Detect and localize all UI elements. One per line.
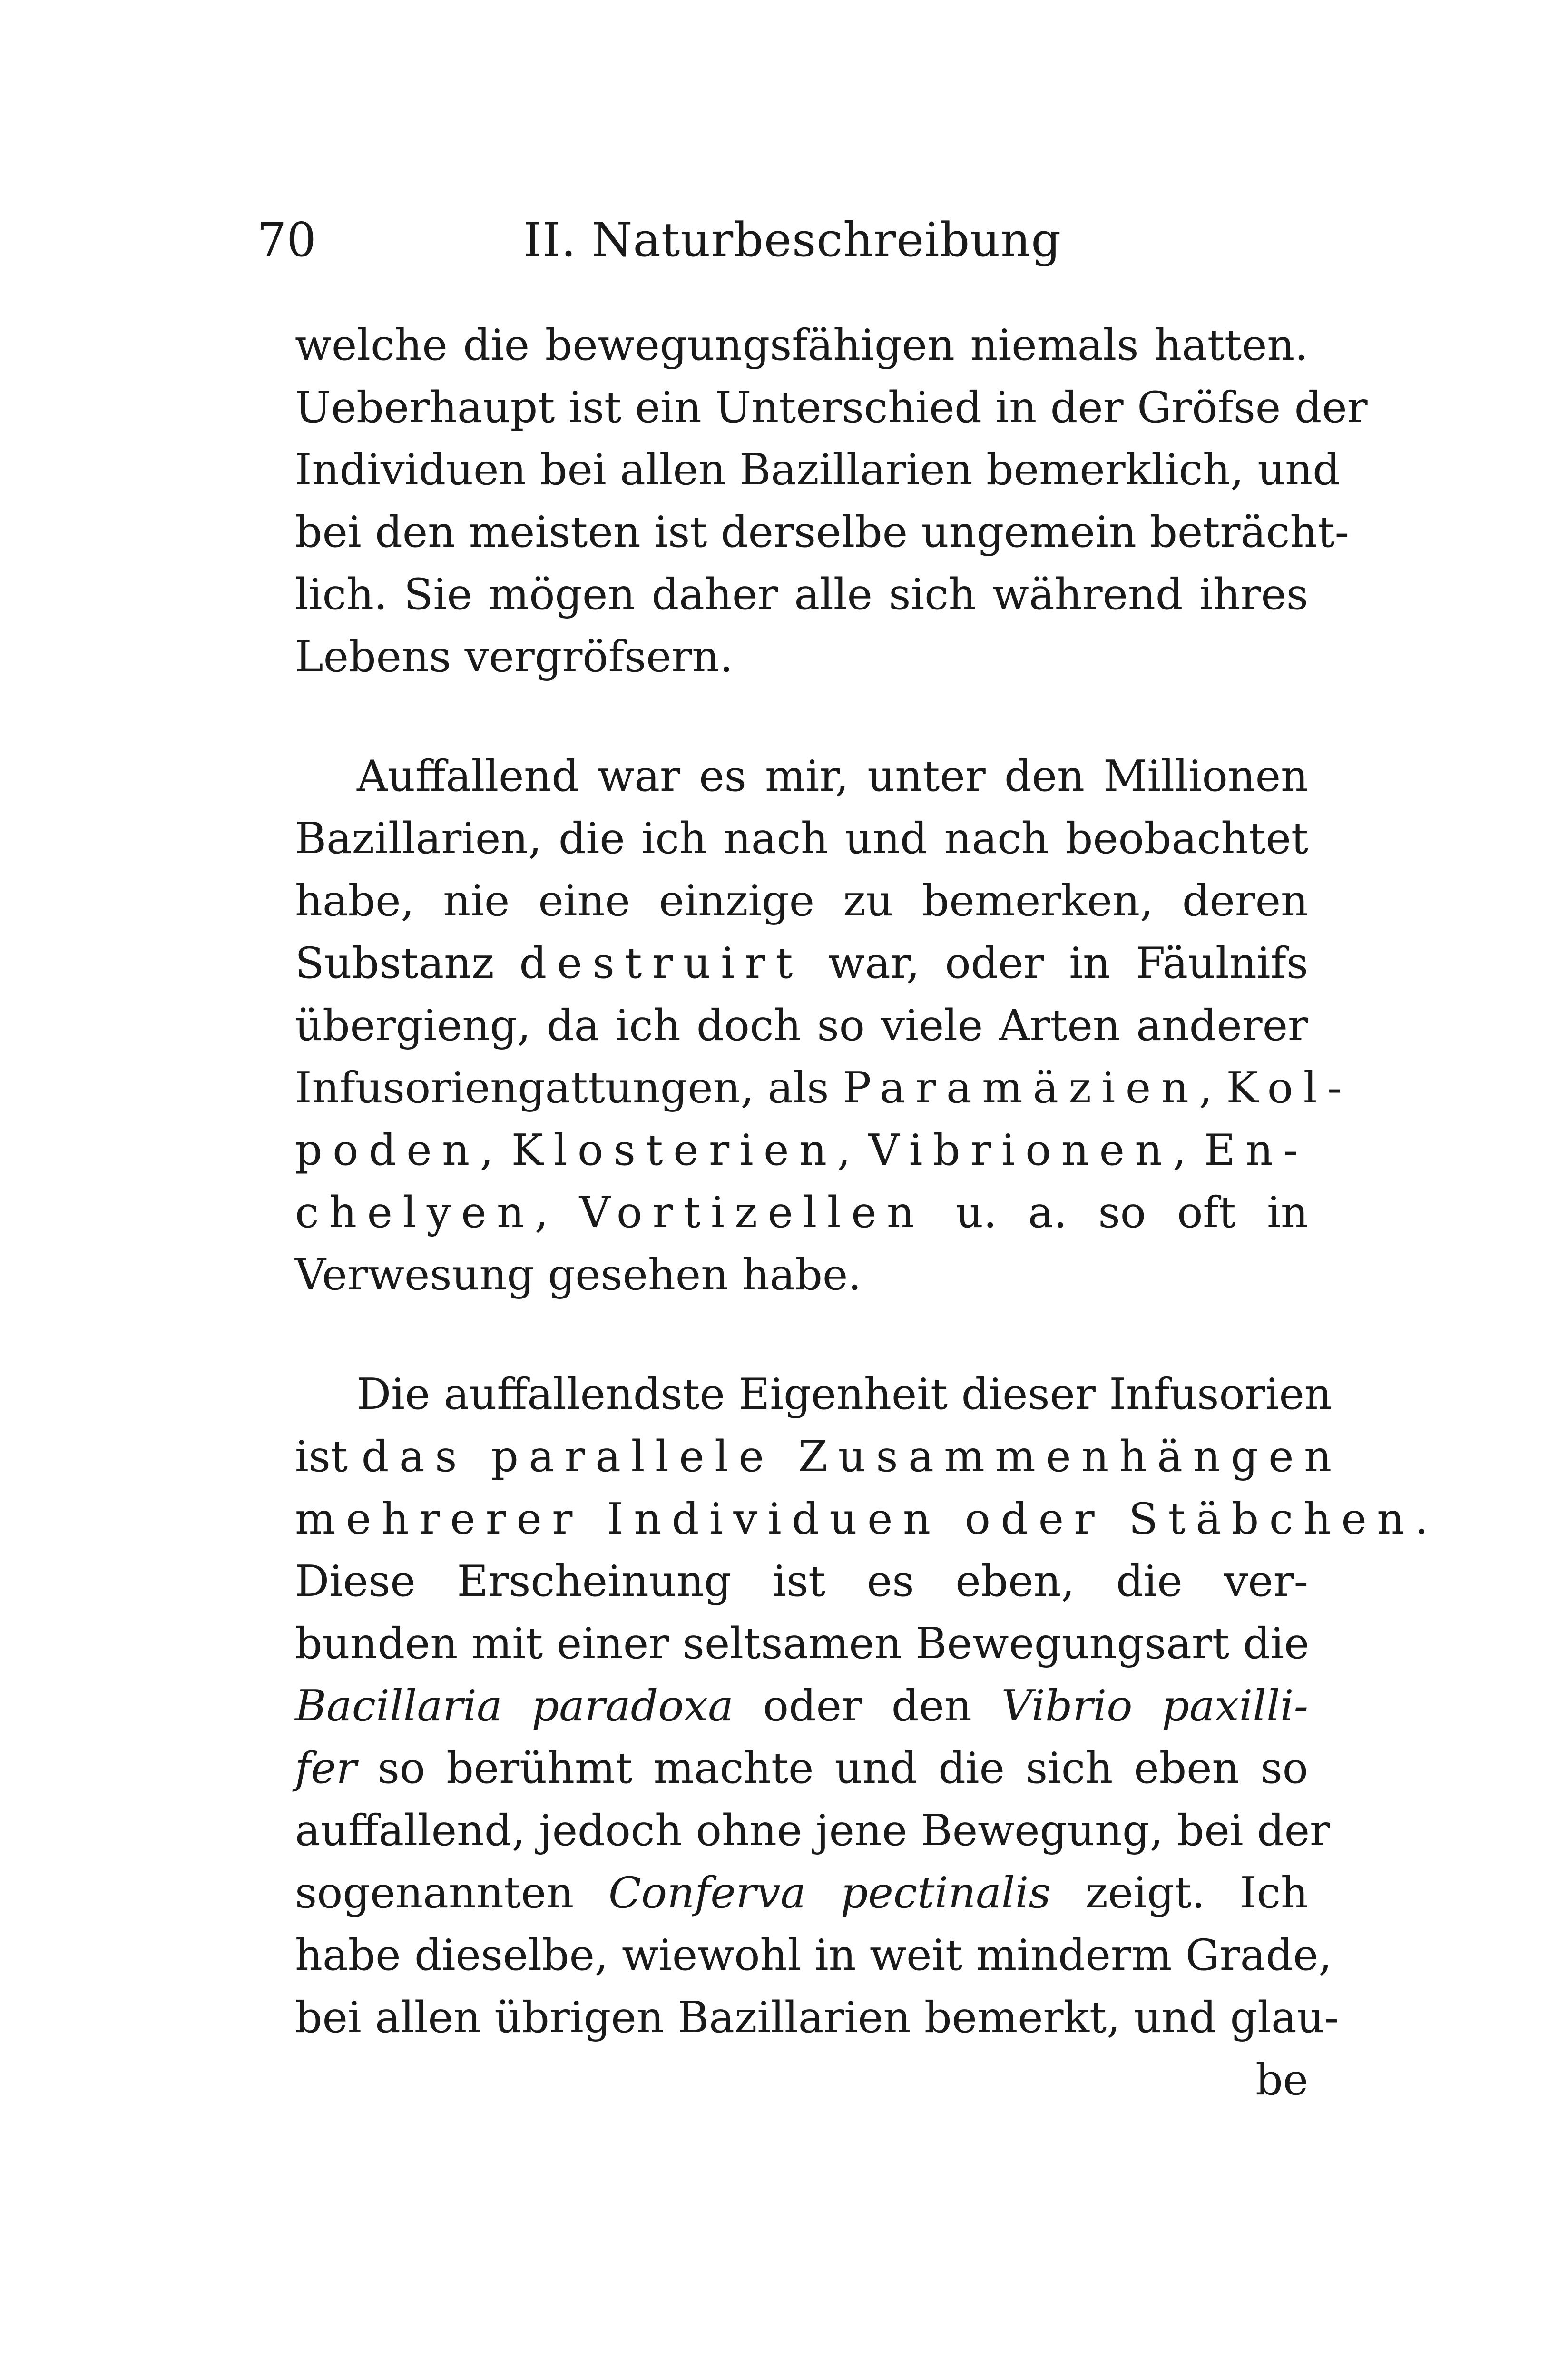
text-run: , (534, 1188, 579, 1238)
spaced-text: chelyen (295, 1188, 535, 1238)
text-line: Bazillarien, die ich nach und nach beobachtet (295, 814, 1308, 864)
text-line: Die auffallendste Eigenheit dieser Infusorien (357, 1369, 1332, 1419)
spaced-text: destruirt (519, 938, 804, 988)
text-line: bunden mit einer seltsamen Bewegungsart die (295, 1619, 1310, 1669)
text-line: habe dieselbe, wiewohl in weit minderm Grade, (295, 1930, 1332, 1980)
running-head: II. Naturbeschreibung (523, 213, 1062, 267)
text-run: , (1199, 1063, 1226, 1113)
text-run: , (480, 1125, 511, 1175)
text-line: Ueberhaupt ist ein Unterschied in der Gröfse der (295, 383, 1368, 433)
text-line: Diese Erscheinung ist es eben, die ver- (295, 1556, 1308, 1606)
text-line (295, 1057, 1352, 1119)
spaced-text: Vortizellen (579, 1188, 925, 1238)
text-run: zeigt. Ich (1050, 1868, 1308, 1918)
text-line: lich. Sie mögen daher alle sich während ihres (295, 570, 1308, 619)
page-number: 70 (257, 213, 316, 267)
text-run: Substanz (295, 938, 519, 988)
text-line (295, 1862, 1308, 1924)
text-line (295, 1425, 1342, 1488)
text-line: welche die bewegungsfähigen niemals hatten. (295, 320, 1308, 370)
text-line: auffallend, jedoch ohne jene Bewegung, bei der (295, 1806, 1330, 1856)
text-line (295, 1737, 1308, 1799)
spaced-text: En- (1204, 1125, 1308, 1175)
text-line: bei allen übrigen Bazillarien bemerkt, und glau- (295, 1993, 1339, 2043)
text-run: u. a. so oft in (924, 1188, 1308, 1238)
spaced-text: das parallele Zusammenhängen (361, 1432, 1342, 1482)
text-line: Auffallend war es mir, unter den Millionen (357, 751, 1308, 801)
spaced-text: Paramäzien (843, 1063, 1199, 1113)
text-run: oder den (733, 1681, 1001, 1731)
italic-text: Bacillaria paradoxa (295, 1681, 734, 1731)
text-line: habe, nie eine einzige zu bemerken, deren (295, 876, 1308, 926)
paragraph-gap (295, 1306, 1308, 1363)
text-run: Infusoriengattungen, als (295, 1063, 843, 1113)
italic-text: Vibrio paxilli- (1001, 1681, 1309, 1731)
body-text (295, 314, 1439, 2111)
text-run: so berühmt machte und die sich eben so (356, 1743, 1308, 1793)
text-line: Lebens vergröfsern. (295, 632, 733, 682)
spaced-text: poden (295, 1125, 480, 1175)
italic-text: fer (295, 1743, 357, 1793)
spaced-text: Kol- (1226, 1063, 1352, 1113)
text-line (295, 1675, 1308, 1737)
text-run: ist (295, 1432, 362, 1482)
text-line (295, 1119, 1308, 1181)
spaced-text: Klosterien (511, 1125, 837, 1175)
text-run: , (1173, 1125, 1205, 1175)
text-line (295, 1181, 1308, 1244)
text-line: bei den meisten ist derselbe ungemein beträcht- (295, 507, 1350, 557)
spaced-text-line: mehrerer Individuen oder Stäbchen. (295, 1494, 1439, 1544)
text-run: war, oder in Fäulnifs (803, 938, 1308, 988)
italic-text: Conferva pectinalis (608, 1868, 1051, 1918)
text-line: übergieng, da ich doch so viele Arten anderer (295, 1001, 1308, 1051)
text-line: Verwesung gesehen habe. (295, 1250, 862, 1300)
text-line (295, 932, 1308, 994)
page-header (257, 212, 1303, 278)
paragraph-gap (295, 688, 1308, 745)
text-line: Individuen bei allen Bazillarien bemerklich, und (295, 445, 1340, 495)
catchword: be (1255, 2055, 1308, 2105)
text-run: , (837, 1125, 869, 1175)
spaced-text: Vibrionen (868, 1125, 1173, 1175)
text-run: sogenannten (295, 1868, 609, 1918)
